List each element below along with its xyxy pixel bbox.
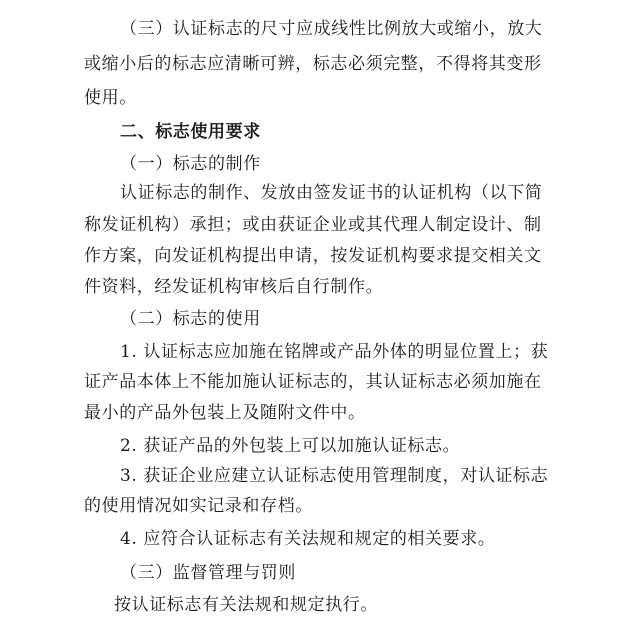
sub2-item1-line-1: 1. 认证标志应加施在铭牌或产品外体的明显位置上；获 [120,342,549,362]
sub1-heading: （一）标志的制作 [120,154,261,174]
sub1-body-line-4: 件资料，经发证机构审核后自行制作。 [84,277,384,297]
sub1-body-line-2: 称发证机构）承担；或由获证企业或其代理人制定设计、制 [84,215,542,235]
sizing-paragraph-line-1: （三）认证标志的尺寸应成线性比例放大或缩小，放大 [120,19,543,39]
sub2-item3-line-1: 3. 获证企业应建立认证标志使用管理制度，对认证标志 [120,466,549,486]
sizing-paragraph-line-2: 或缩小后的标志应清晰可辨，标志必须完整，不得将其变形 [84,54,542,74]
sub3-heading: （三）监督管理与罚则 [120,563,296,583]
sub3-body: 按认证标志有关法规和规定执行。 [114,595,378,615]
sub2-item1-line-2: 证产品本体上不能加施认证标志的，其认证标志必须加施在 [84,372,542,392]
sub2-item3-line-2: 的使用情况如实记录和存档。 [84,496,313,516]
sub2-item2: 2. 获证产品的外包装上可以加施认证标志。 [120,436,461,456]
sub2-heading: （二）标志的使用 [120,309,261,329]
section-two-heading: 二、标志使用要求 [120,122,261,142]
sub2-item1-line-3: 最小的产品外包装上及随附文件中。 [84,403,366,423]
sizing-paragraph-line-3: 使用。 [84,88,137,108]
sub1-body-line-1: 认证标志的制作、发放由签发证书的认证机构（以下简 [120,183,543,203]
sub2-item4: 4. 应符合认证标志有关法规和规定的相关要求。 [120,529,496,549]
sub1-body-line-3: 作方案，向发证机构提出申请，按发证机构要求提交相关文 [84,246,542,266]
